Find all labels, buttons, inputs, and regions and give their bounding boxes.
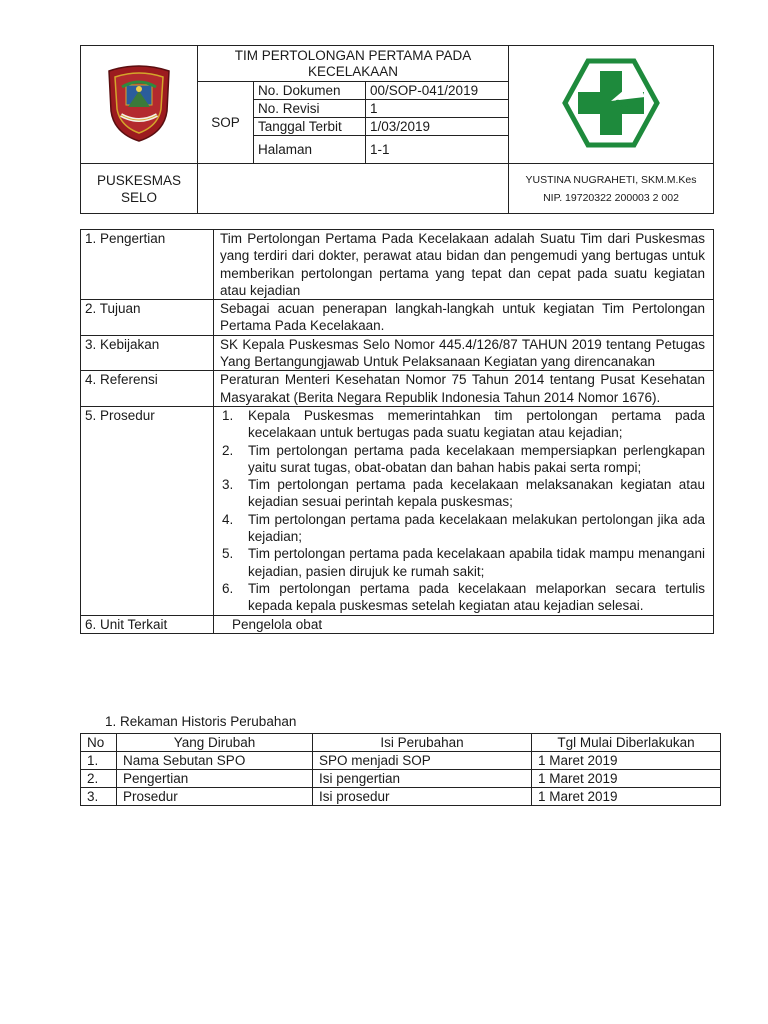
table-cell: Pengertian <box>117 770 313 788</box>
sop-header <box>80 45 714 214</box>
column-header: Isi Perubahan <box>313 734 532 752</box>
puskesmas-cross-logo <box>561 57 661 149</box>
procedure-step: 5. Tim pertolongan pertama pada kecelakaan apabila tidak mampu menangani kejadian, pasien dirujuk ke rumah sakit; <box>222 546 705 579</box>
table-row <box>81 788 721 806</box>
document-title: TIM PERTOLONGAN PERTAMA PADA KECELAKAAN <box>198 46 509 82</box>
section-row <box>81 230 714 300</box>
sop-label: SOP <box>198 82 254 164</box>
table-cell: 1 Maret 2019 <box>532 788 721 806</box>
history-title: 1. Rekaman Historis Perubahan <box>105 714 297 729</box>
section-label: 6. Unit Terkait <box>81 615 214 633</box>
table-cell: 1 Maret 2019 <box>532 752 721 770</box>
meta-value: 1/03/2019 <box>366 118 509 136</box>
history-table <box>80 733 721 806</box>
table-cell: 1 Maret 2019 <box>532 770 721 788</box>
table-cell: Isi pengertian <box>313 770 532 788</box>
meta-value: 1-1 <box>366 136 509 164</box>
meta-key: Tanggal Terbit <box>254 118 366 136</box>
table-cell: 3. <box>81 788 117 806</box>
procedure-cell <box>214 406 714 615</box>
institution-line2: SELO <box>120 189 158 205</box>
signatory <box>509 164 714 214</box>
table-cell: 2. <box>81 770 117 788</box>
meta-value: 1 <box>366 100 509 118</box>
table-cell: SPO menjadi SOP <box>313 752 532 770</box>
table-cell: 1. <box>81 752 117 770</box>
table-cell: Prosedur <box>117 788 313 806</box>
meta-key: Halaman <box>254 136 366 164</box>
column-header: Yang Dirubah <box>117 734 313 752</box>
section-row <box>81 371 714 407</box>
section-label: 2. Tujuan <box>81 300 214 336</box>
section-text: Pengelola obat <box>214 615 714 633</box>
blank-cell <box>198 164 509 214</box>
institution-name <box>81 164 198 214</box>
procedure-step: 6. Tim pertolongan pertama pada kecelakaan melaporkan secara tertulis kepada kepala puskesmas setelah kegiatan atau kejadian selesai. <box>222 580 705 614</box>
regency-emblem-logo <box>104 63 174 143</box>
section-text: Tim Pertolongan Pertama Pada Kecelakaan adalah Suatu Tim dari Puskesmas yang terdiri dari dokter, perawat atau bidan dan pengemudi yang bertugas untuk memberikan pertolongan pertama yang tepat dan cepat pada suatu kegiatan atau kejadian <box>214 230 714 300</box>
procedure-list <box>214 407 713 615</box>
procedure-step: 2. Tim pertolongan pertama pada kecelakaan mempersiapkan perlengkapan yaitu surat tugas, obat-obatan dan bahan habis pakai serta rompi; <box>222 442 705 475</box>
table-row <box>81 752 721 770</box>
sop-content-table <box>80 229 714 634</box>
procedure-step: 3. Tim pertolongan pertama pada kecelakaan melaksanakan kegiatan atau kejadian sesuai perintah kepala puskesmas; <box>222 477 705 510</box>
signatory-name: YUSTINA NUGRAHETI, SKM.M.Kes <box>525 173 697 186</box>
history-header-row <box>81 734 721 752</box>
meta-key: No. Dokumen <box>254 82 366 100</box>
table-cell: Nama Sebutan SPO <box>117 752 313 770</box>
table-row <box>81 770 721 788</box>
column-header: No <box>81 734 117 752</box>
table-cell: Isi prosedur <box>313 788 532 806</box>
institution-line1: PUSKESMAS <box>96 172 182 188</box>
meta-key: No. Revisi <box>254 100 366 118</box>
section-label: 1. Pengertian <box>81 230 214 300</box>
section-label: 4. Referensi <box>81 371 214 407</box>
section-row <box>81 406 714 615</box>
section-label: 5. Prosedur <box>81 406 214 615</box>
section-text: Peraturan Menteri Kesehatan Nomor 75 Tahun 2014 tentang Pusat Kesehatan Masyarakat (Berita Negara Republik Indonesia Tahun 2014 Nomor 1676). <box>214 371 714 407</box>
section-row <box>81 615 714 633</box>
meta-value: 00/SOP-041/2019 <box>366 82 509 100</box>
section-text: SK Kepala Puskesmas Selo Nomor 445.4/126/87 TAHUN 2019 tentang Petugas Yang Bertangungjawab Untuk Pelaksanaan Kegiatan yang direncanakan <box>214 335 714 371</box>
procedure-step: 4. Tim pertolongan pertama pada kecelakaan melakukan pertolongan jika ada kejadian; <box>222 511 705 545</box>
section-label: 3. Kebijakan <box>81 335 214 371</box>
section-row <box>81 335 714 371</box>
column-header: Tgl Mulai Diberlakukan <box>532 734 721 752</box>
signatory-nip: NIP. 19720322 200003 2 002 <box>543 191 679 204</box>
section-text: Sebagai acuan penerapan langkah-langkah untuk kegiatan Tim Pertolongan Pertama Pada Kecelakaan. <box>214 300 714 336</box>
puskesmas-logo-cell <box>509 46 714 164</box>
procedure-step: 1. Kepala Puskesmas memerintahkan tim pertolongan pertama pada kecelakaan untuk bertugas pada suatu kegiatan atau kejadian; <box>222 407 705 441</box>
section-row <box>81 300 714 336</box>
regency-emblem-cell <box>81 46 198 164</box>
